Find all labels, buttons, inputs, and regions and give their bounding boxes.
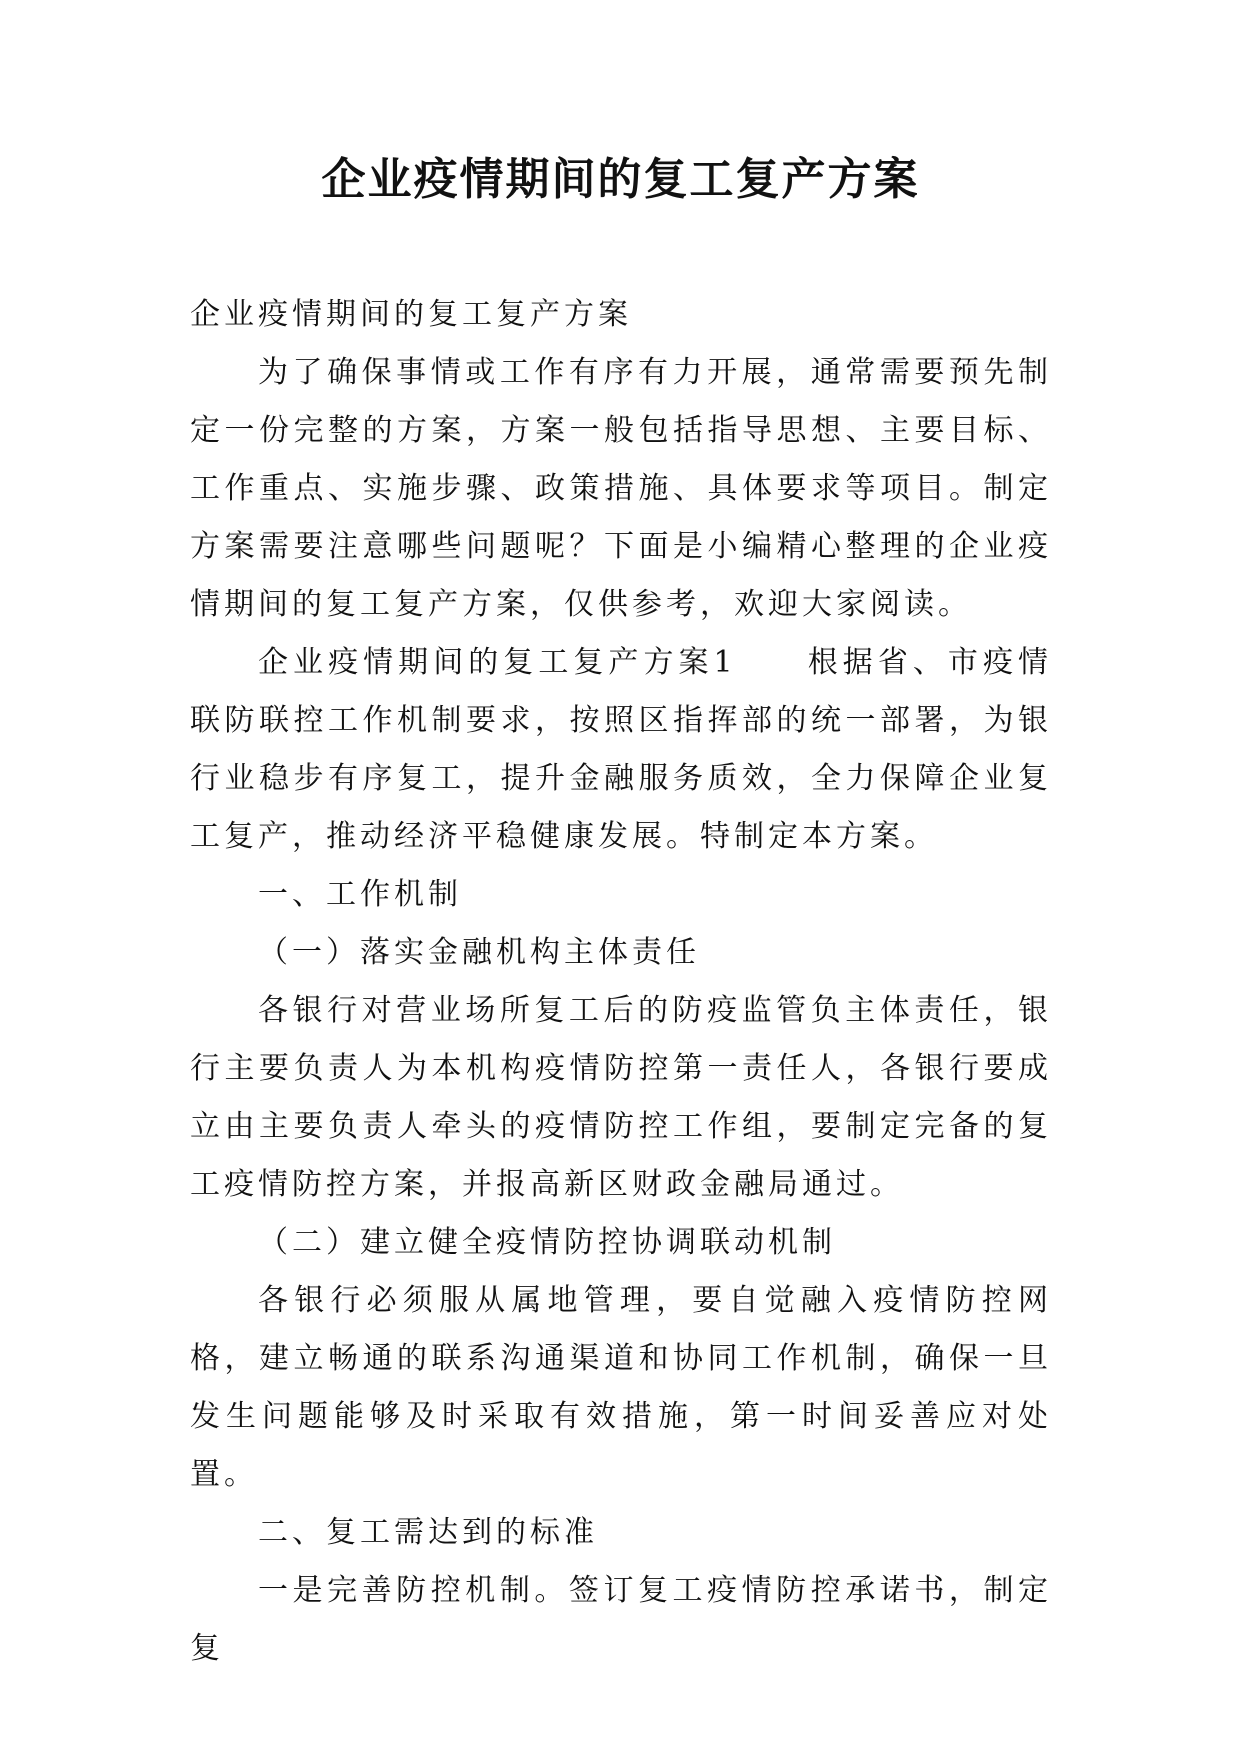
document-title: 企业疫情期间的复工复产方案 [321,154,920,205]
intro-paragraph: 为了确保事情或工作有序有力开展，通常需要预先制定一份完整的方案，方案一般包括指导思想、主要目标、工作重点、实施步骤、政策措施、具体要求等项目。制定方案需要注意哪些问题呢？下面是小编精心整理的企业疫情期间的复工复产方案，仅供参考，欢迎大家阅读。 [190,355,1052,622]
subsection-heading-1: （一）落实金融机构主体责任 [258,935,700,970]
section-heading-standards: 二、复工需达到的标准 [258,1515,598,1550]
subtitle-paragraph: 企业疫情期间的复工复产方案 [190,297,632,332]
subsection-heading-2: （二）建立健全疫情防控协调联动机制 [258,1225,836,1260]
section-heading-work-mechanism: 一、工作机制 [258,877,462,912]
subsection-1-paragraph: 各银行对营业场所复工后的防疫监管负主体责任，银行主要负责人为本机构疫情防控第一责任人，各银行要成立由主要负责人牵头的疫情防控工作组，要制定完备的复工疫情防控方案，并报高新区财政金融局通过。 [190,993,1052,1202]
plan-1-paragraph: 企业疫情期间的复工复产方案1 根据省、市疫情联防联控工作机制要求，按照区指挥部的统一部署，为银行业稳步有序复工，提升金融服务质效，全力保障企业复工复产，推动经济平稳健康发展。特制定本方案。 [190,645,1052,854]
standards-paragraph: 一是完善防控机制。签订复工疫情防控承诺书，制定复 [190,1573,1052,1666]
subsection-2-paragraph: 各银行必须服从属地管理，要自觉融入疫情防控网格，建立畅通的联系沟通渠道和协同工作机制，确保一旦发生问题能够及时采取有效措施，第一时间妥善应对处置。 [190,1283,1052,1492]
document-body [190,286,1052,1678]
